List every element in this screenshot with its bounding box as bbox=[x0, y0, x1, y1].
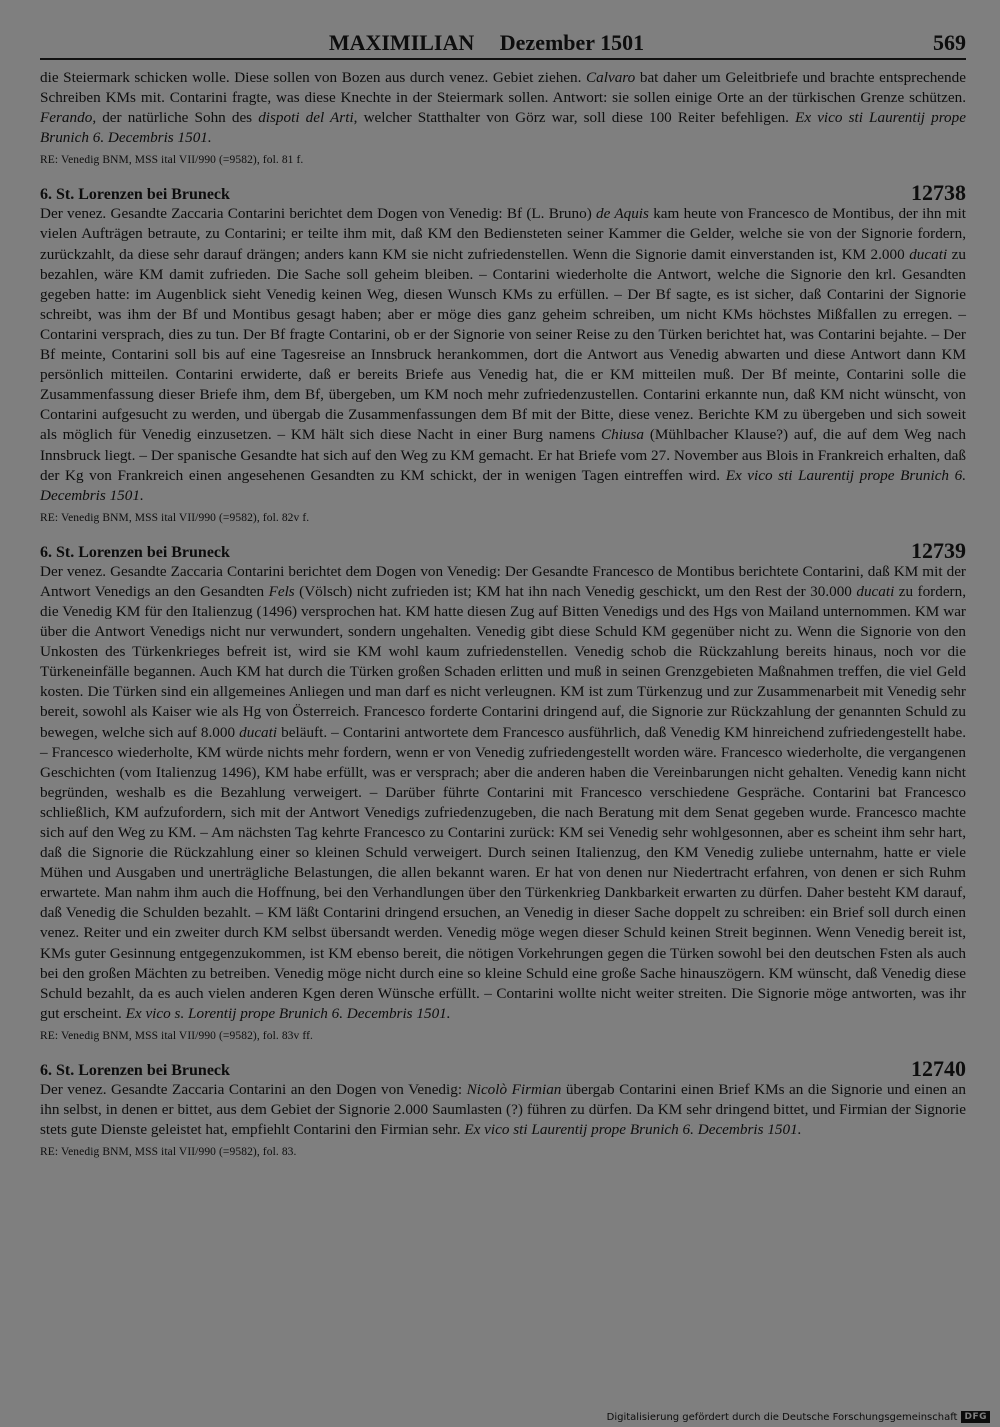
entry-number: 12738 bbox=[911, 180, 966, 206]
text-segment-italic: Chiusa bbox=[600, 426, 645, 444]
source-reference: RE: Venedig BNM, MSS ital VII/990 (=9582), fol. 81 f. bbox=[40, 154, 304, 167]
page-number: 569 bbox=[933, 30, 966, 55]
text-segment-italic: Ex vico sti Laurentij prope Brunich 6. Decembris 1501. bbox=[40, 109, 966, 147]
text-segment-italic: de Aquis bbox=[596, 205, 649, 223]
running-header bbox=[40, 30, 966, 60]
text-segment-italic: Ex vico sti Laurentij prope Brunich 6. Decembris 1501. bbox=[464, 1121, 802, 1139]
entry-heading bbox=[40, 1055, 966, 1081]
entry-number: 12740 bbox=[911, 1055, 966, 1081]
text-segment-italic: ducati bbox=[856, 582, 895, 600]
intro-paragraph bbox=[40, 68, 966, 148]
text-segment-italic: Ex vico sti Laurentij prope Brunich 6. Decembris 1501. bbox=[40, 466, 967, 504]
text-segment: beläuft. – Contarini antwortete dem Francesco ausführlich, daß Venedig KM hinreichend zufriedengestellt habe. – Francesco wiederholte, KM würde nichts mehr fordern, wenn er von Venedig zufriedengestellt worden wäre. Francesco wiederholte, die vergangenen Geschichten (vom Italienzug 1496), KM habe erfüllt, was er versprach; aber die anderen haben die Vereinbarungen nicht gehalten. Venedig kann nicht begründen, weshalb es die Bezahlung verweigert. – Darüber führte Contarini mit Francesco verschiedene Gespräche. Contarini bat Francesco schließlich, KM aufzufordern, sich mit der Antwort Venedigs zufriedenzugeben, die nach Beratung mit dem Senat gegeben wurde. Francesco machte sich auf den Weg zu KM. – Am nächsten Tag kehrte Francesco zu Contarini zurück: KM sei Venedig sehr wohlgesonnen, aber es scheint ihm sehr hart, daß die Signorie die Rückzahlung einer so kleinen Schuld verweigert. Durch seinen Italienzug, den KM Venedig zuliebe unternahm, hatte er viele Mühen und Ausgaben und unerträgliche Belastungen, die allen bekannt waren. Er hat von denen nur Niedertracht erfahren, von denen er sich Ruhm erwartete. Man nahm ihm auch die Hoffnung, bei den Verhandlungen über den Türkenkrieg Dankbarkeit erwarten zu dürfen. Daher besteht KM darauf, daß Venedig die Schulden bezahlt. – KM läßt Contarini dringend ersuchen, an Venedig in dieser Sache doppelt zu schreiben: ein Brief soll durch einen venez. Reiter und ein zweiter durch KM selbst übersandt werden. Venedig möge wegen dieser Schuld keinen Streit beginnen. Wenn Venedig bereit ist, KMs guter Gesinnung entgegenzukommen, ist KM ebenso bereit, die nötigen Vorkehrungen gegen die Türken sowohl bei den deutschen Fsten als auch bei den großen Mächten zu betreiben. Venedig möge nicht durch eine so kleine Schuld eine große Sache hinauszögern. KM wünscht, daß Venedig diese Schuld bezahlt, da es auch vielen anderen Kgen deren Wünsche erfüllt. – Contarini wollte nicht weiter streiten. Die Signorie möge antworten, was ihr gut erscheint. bbox=[40, 723, 966, 1022]
text-segment-italic: Ferando bbox=[40, 109, 93, 127]
entry-12739 bbox=[40, 537, 967, 1044]
entry-heading bbox=[40, 537, 966, 563]
text-segment: zu fordern, die Venedig KM für den Italienzug (1496) versprochen hat. KM hatte diesen Zug auf Bitten Venedigs und des Hgs von Mailand unternommen. KM war über die Antwort Venedigs nicht nur verwundert, sondern ungehalten. Venedig gibt diese Schuld KM gegenüber nicht zu. Wenn die Signorie von den Unkosten des Türkenkrieges befreit ist, wird sie KM wohl kaum zufriedenstellen. Venedig schob die Rückzahlung bereits hinaus, noch vor die Türkeneinfälle begannen. Auch KM hat durch die Türken großen Schaden erlitten und muß in seinen Grenzgebieten Maßnahmen treffen, die viel Geld kosten. Die Türken sind ein allgemeines Anliegen und man darf es nicht verleugnen. KM ist zum Türkenzug und zur Zusammenarbeit mit Venedig sehr bereit, sowohl als Kaiser wie als Hg von Österreich. Francesco forderte Contarini dringend auf, die Signorie zur Rückzahlung der genannten Schuld zu bewegen, welche sich auf 8.000 bbox=[40, 582, 967, 741]
entry-place: 6. St. Lorenzen bei Bruneck bbox=[40, 1061, 230, 1079]
header-date: Dezember 1501 bbox=[499, 30, 645, 55]
text-segment: übergab Contarini einen Brief KMs an die Signorie und einen an ihn selbst, in denen er bittet, aus dem Gebiet der Signorie 2.000 Saumlasten (?) führen zu dürfen. Da KM sehr dringend bittet, und Firmian der Signorie stets gute Dienste geleistet hat, empfiehlt Contarini den Firmian sehr. bbox=[40, 1080, 967, 1139]
source-reference: RE: Venedig BNM, MSS ital VII/990 (=9582), fol. 83v ff. bbox=[40, 1029, 313, 1042]
entry-place: 6. St. Lorenzen bei Bruneck bbox=[40, 543, 230, 561]
text-segment: bat daher um Geleitbriefe und brachte entsprechende Schreiben KMs mit. Contarini fragte, was diese Knechte in der Steiermark sollen. Antwort: sie sollen einige Orte an der türkischen Grenze schützen. bbox=[40, 69, 966, 107]
text-segment-italic: ducati bbox=[909, 245, 948, 263]
entry-number: 12739 bbox=[911, 537, 966, 563]
dfg-logo: DFG bbox=[961, 1411, 990, 1423]
text-segment: zu bezahlen, wäre KM damit zufrieden. Die Sache soll geheim bleiben. – Contarini wiederholte die Antwort, welche die Signorie den krl. Gesandten gegeben hatte: im Augenblick sieht Venedig keinen Weg, diesen Wunsch KMs zu erfüllen. – Der Bf sagte, es ist sicher, daß Contarini der Signorie schreibt, was ihm der Bf und Montibus gesagt haben; aber er möge dies ganz geheim schreiben, um nicht KMs höchstes Mißfallen zu erregen. – Contarini versprach, dies zu tun. Der Bf fragte Contarini, ob er der Signorie von seiner Reise zu den Türken berichtet hat, was Contarini bejahte. – Der Bf meinte, Contarini soll bis auf eine Tagesreise an Innsbruck herankommen, dort die Antwort aus Venedig abwarten und diese Antwort dann KM persönlich mitteilen. Contarini erwiderte, daß er bereits Briefe aus Venedig hat, die er KM mitteilen muß. Der Bf meinte, Contarini solle die Zusammenfassung dieser Briefe ihm, dem Bf, übergeben, um KM noch mehr zufriedenzustellen. Contarini erkannte nun, daß KM nicht wünscht, von Contarini aufgesucht zu werden, und übergab die Zusammenfassungen dem Bf mit der Bitte, diese venez. Berichte KM zu übergeben und sich soweit als möglich für Venedig einzusetzen. – KM hält sich diese Nacht in einer Burg namens bbox=[40, 245, 966, 444]
text-segment: (Völsch) nicht zufrieden ist; KM hat ihn nach Venedig geschickt, um den Rest der 30.000 bbox=[294, 582, 857, 600]
entry-place: 6. St. Lorenzen bei Bruneck bbox=[40, 186, 230, 204]
text-segment: kam heute von Francesco de Montibus, der ihn mit vielen Aufträgen betraute, zu Contarini; er teilte ihm mit, daß KM den Bediensteten seiner Kammer die Gelder, welche sie von der Signorie fordern, zurückzahlt, da diese sehr darauf drängen; anders kann KM sie nicht zufriedenstellen. Wenn die Signorie damit einverstanden ist, KM 2.000 bbox=[40, 205, 967, 263]
entry-paragraph bbox=[40, 562, 966, 1024]
entry-heading bbox=[40, 182, 966, 204]
text-segment: Der venez. Gesandte Zaccaria Contarini an den Dogen von Venedig: bbox=[40, 1080, 467, 1098]
source-reference: RE: Venedig BNM, MSS ital VII/990 (=9582), fol. 82v f. bbox=[40, 511, 310, 524]
source-reference: RE: Venedig BNM, MSS ital VII/990 (=9582), fol. 83. bbox=[40, 1146, 297, 1159]
text-segment-italic: Ex vico s. Lorentij prope Brunich 6. Decembris 1501. bbox=[125, 1004, 451, 1022]
intro-section bbox=[40, 68, 966, 168]
text-segment: Der venez. Gesandte Zaccaria Contarini berichtet dem Dogen von Venedig: Bf (L. Bruno) bbox=[40, 205, 597, 223]
entry-paragraph bbox=[40, 204, 966, 505]
footer-text: Digitalisierung gefördert durch die Deutsche Forschungsgemeinschaft bbox=[606, 1411, 958, 1423]
text-segment-italic: Calvaro bbox=[586, 69, 636, 86]
text-segment: , der natürliche Sohn des bbox=[92, 109, 259, 127]
text-segment: (Mühlbacher Klause?) auf, die auf dem Weg nach Innsbruck liegt. – Der spanische Gesandte hat sich auf den Weg zu KM gemacht. Er hat Briefe vom 27. November aus Blois in Frankreich erhalten, daß der Kg von Frankreich einen angesehenen Gesandten zu KM schickt, der in wenigen Tagen eintreffen wird. bbox=[40, 426, 966, 484]
entry-paragraph bbox=[40, 1080, 966, 1140]
header-title: MAXIMILIAN bbox=[328, 30, 475, 55]
text-segment-italic: Nicolò Firmian bbox=[466, 1080, 562, 1098]
text-segment: die Steiermark schicken wolle. Diese sollen von Bozen aus durch venez. Gebiet ziehen. bbox=[40, 69, 587, 86]
entry-12740 bbox=[40, 1055, 967, 1160]
entry-12738 bbox=[40, 182, 966, 525]
text-segment: , welcher Statthalter von Görz war, soll diese 100 Reiter befehligen. bbox=[353, 109, 796, 127]
text-segment-italic: dispoti del Arti bbox=[258, 109, 354, 127]
document-page bbox=[40, 30, 966, 1160]
text-segment-italic: Fels bbox=[268, 582, 295, 600]
header-title-group bbox=[40, 30, 933, 56]
text-segment: Der venez. Gesandte Zaccaria Contarini berichtet dem Dogen von Venedig: Der Gesandte Francesco de Montibus berichtete Contarini, daß KM mit der Antwort Venedigs an den Gesandten bbox=[40, 562, 966, 600]
text-segment-italic: ducati bbox=[239, 723, 278, 741]
digitization-footer bbox=[607, 1411, 990, 1423]
